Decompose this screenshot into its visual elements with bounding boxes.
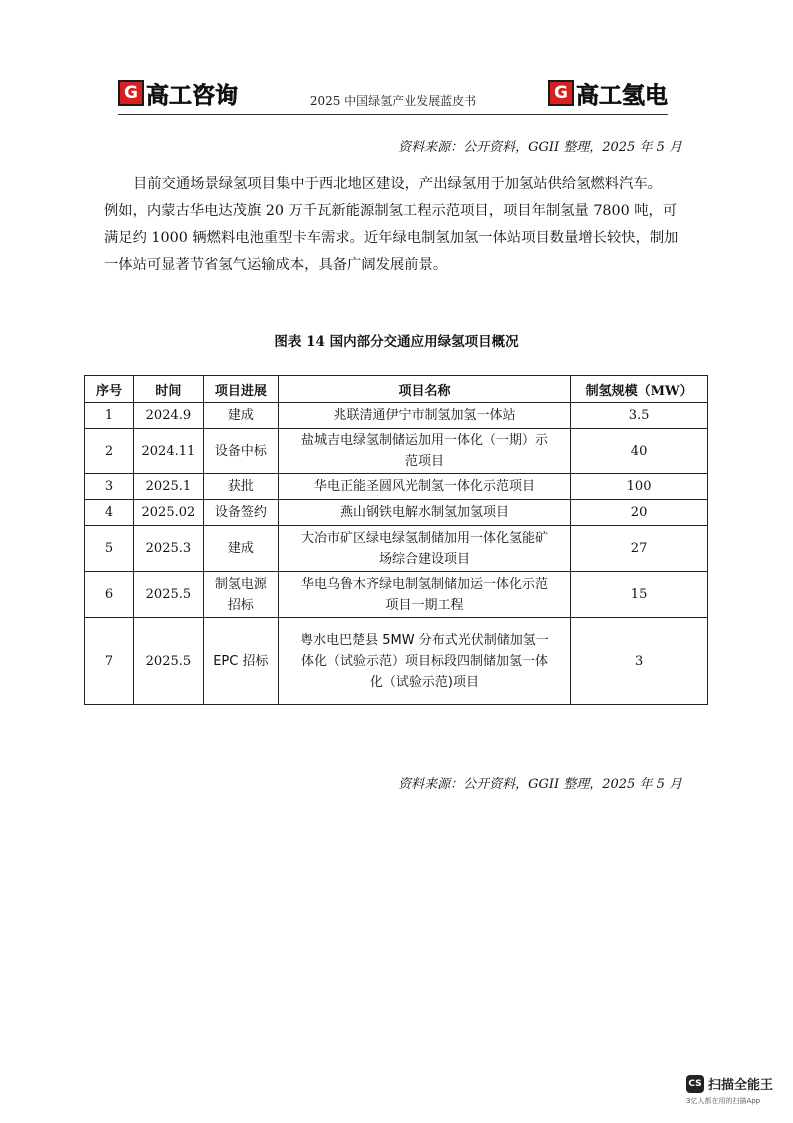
cell-progress bbox=[203, 526, 278, 572]
cell-name bbox=[278, 618, 570, 705]
projects-table bbox=[84, 375, 708, 705]
table-header-row bbox=[85, 376, 708, 403]
cell-scale: 20 bbox=[571, 500, 708, 526]
logo-right-text: 高工氢电 bbox=[576, 82, 668, 109]
table-row bbox=[85, 572, 708, 618]
cell-no: 2 bbox=[85, 429, 134, 474]
cell-scale: 100 bbox=[571, 474, 708, 500]
cell-time: 2025.5 bbox=[133, 618, 203, 705]
cell-time: 2025.02 bbox=[133, 500, 203, 526]
cell-no: 5 bbox=[85, 526, 134, 572]
cell-no: 7 bbox=[85, 618, 134, 705]
cell-progress bbox=[203, 618, 278, 705]
scanner-tagline: 3亿人都在用的扫描App bbox=[686, 1097, 761, 1105]
cell-time: 2024.9 bbox=[133, 403, 203, 429]
cell-progress bbox=[203, 403, 278, 429]
gaogong-hydrogen-logo bbox=[548, 78, 668, 108]
progress-line: 建成 bbox=[227, 541, 254, 556]
paragraph-line: 例如，内蒙古华电达茂旗 20 万千瓦新能源制氢工程示范项目，项目年制氢量 7800 吨，可 bbox=[104, 203, 678, 219]
name-line: 粤水电巴楚县 5MW 分布式光伏制储加氢一 bbox=[300, 632, 549, 648]
cell-name bbox=[278, 429, 570, 474]
paragraph-line: 目前交通场景绿氢项目集中于西北地区建设，产出绿氢用于加氢站供给氢燃料汽车。 bbox=[133, 176, 662, 192]
progress-line: 制氢电源 bbox=[214, 576, 267, 592]
cell-scale: 3.5 bbox=[571, 403, 708, 429]
col-header-scale: 制氢规模（MW） bbox=[571, 376, 708, 403]
col-header-name: 项目名称 bbox=[278, 376, 570, 403]
cell-name bbox=[278, 500, 570, 526]
name-line: 华电乌鲁木齐绿电制氢制储加运一体化示范 bbox=[300, 576, 548, 592]
name-line: 兆联清通伊宁市制氢加氢一体站 bbox=[333, 408, 516, 423]
cell-time: 2025.1 bbox=[133, 474, 203, 500]
source-note-bottom: 资料来源：公开资料，GGII 整理，2025 年 5 月 bbox=[398, 777, 682, 792]
scanner-app-name: 扫描全能王 bbox=[708, 1078, 774, 1093]
cell-no: 3 bbox=[85, 474, 134, 500]
progress-line: 招标 bbox=[227, 597, 254, 613]
name-line: 盐城吉电绿氢制储运加用一体化（一期）示 bbox=[300, 433, 548, 448]
scanner-watermark bbox=[686, 1074, 793, 1106]
table-row bbox=[85, 429, 708, 474]
g-logo-icon: G bbox=[118, 80, 144, 106]
name-line: 项目一期工程 bbox=[385, 597, 464, 613]
col-header-progress: 项目进展 bbox=[203, 376, 278, 403]
table-row bbox=[85, 474, 708, 500]
cell-name bbox=[278, 572, 570, 618]
table-row bbox=[85, 500, 708, 526]
cell-no: 4 bbox=[85, 500, 134, 526]
g-logo-icon: G bbox=[548, 80, 574, 106]
logo-left-text: 高工咨询 bbox=[146, 82, 238, 109]
cell-progress bbox=[203, 429, 278, 474]
cell-name bbox=[278, 526, 570, 572]
table-row bbox=[85, 618, 708, 705]
cell-time: 2025.3 bbox=[133, 526, 203, 572]
cell-scale: 15 bbox=[571, 572, 708, 618]
name-line: 体化（试验示范）项目标段四制储加氢一体 bbox=[300, 653, 548, 669]
paragraph-line: 满足约 1000 辆燃料电池重型卡车需求。近年绿电制氢加氢一体站项目数量增长较快，制加 bbox=[104, 230, 679, 246]
cell-progress bbox=[203, 474, 278, 500]
progress-line: EPC 招标 bbox=[213, 653, 269, 669]
col-header-time: 时间 bbox=[133, 376, 203, 403]
name-line: 场综合建设项目 bbox=[378, 551, 470, 567]
cell-progress bbox=[203, 572, 278, 618]
body-paragraph bbox=[104, 171, 684, 279]
col-header-no: 序号 bbox=[85, 376, 134, 403]
progress-line: 建成 bbox=[227, 408, 254, 423]
name-line: 大冶市矿区绿电绿氢制储加用一体化氢能矿 bbox=[300, 530, 548, 546]
cell-time: 2024.11 bbox=[133, 429, 203, 474]
name-line: 燕山钢铁电解水制氢加氢项目 bbox=[339, 505, 509, 520]
table-row bbox=[85, 403, 708, 429]
cell-no: 1 bbox=[85, 403, 134, 429]
paragraph-line: 一体站可显著节省氢气运输成本，具备广阔发展前景。 bbox=[104, 257, 448, 273]
cell-scale: 3 bbox=[571, 618, 708, 705]
progress-line: 设备签约 bbox=[214, 505, 267, 520]
cell-no: 6 bbox=[85, 572, 134, 618]
cell-scale: 27 bbox=[571, 526, 708, 572]
camscanner-icon: CS bbox=[686, 1075, 704, 1093]
cell-time: 2025.5 bbox=[133, 572, 203, 618]
table-row bbox=[85, 526, 708, 572]
progress-line: 设备中标 bbox=[214, 443, 267, 459]
progress-line: 获批 bbox=[227, 479, 254, 494]
header-title: 2025 中国绿氢产业发展蓝皮书 bbox=[309, 94, 477, 108]
page-header bbox=[118, 76, 668, 120]
name-line: 范项目 bbox=[404, 454, 444, 469]
figure-caption: 图表 14 国内部分交通应用绿氢项目概况 bbox=[274, 334, 519, 350]
source-note-top: 资料来源：公开资料，GGII 整理，2025 年 5 月 bbox=[398, 140, 682, 155]
cell-name bbox=[278, 474, 570, 500]
cell-scale: 40 bbox=[571, 429, 708, 474]
cell-name bbox=[278, 403, 570, 429]
name-line: 化（试验示范)项目 bbox=[369, 674, 479, 690]
header-divider bbox=[118, 114, 668, 115]
name-line: 华电正能圣圆风光制氢一体化示范项目 bbox=[313, 479, 535, 494]
cell-progress bbox=[203, 500, 278, 526]
